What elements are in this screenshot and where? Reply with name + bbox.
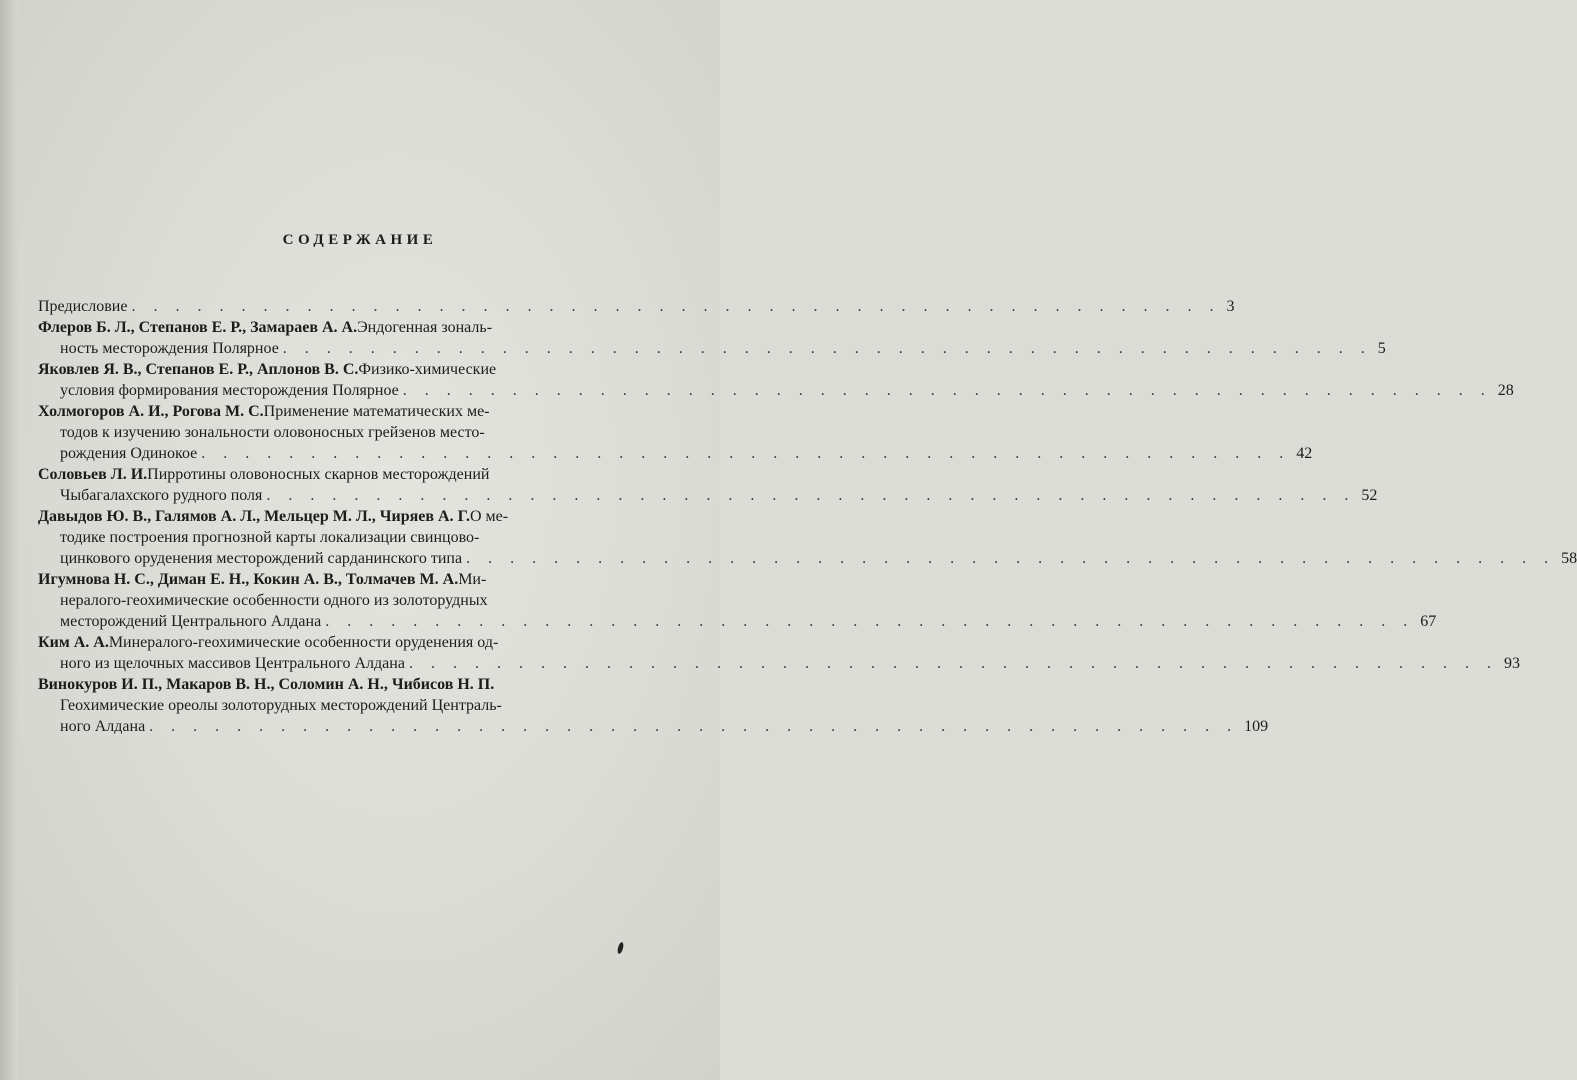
toc-entry bbox=[38, 632, 1520, 674]
toc-entry-line bbox=[38, 380, 1514, 401]
toc-entry-line bbox=[38, 569, 650, 590]
entry-authors: Флеров Б. Л., Степанов Е. Р., Замараев А. А. bbox=[38, 319, 358, 336]
entry-title-text: Предисловие bbox=[38, 298, 128, 315]
toc-entry bbox=[38, 464, 1378, 506]
toc-entry bbox=[38, 359, 1514, 401]
toc-entry-line bbox=[38, 527, 650, 548]
entry-title-text: Физико-химические bbox=[358, 361, 497, 378]
toc-entry bbox=[38, 296, 1235, 317]
toc-entry bbox=[38, 569, 1437, 632]
dot-leader: . . . . . . . . . . . . . . . . . . . . . . . . . . . . . . . . . . . . . . . . . . . . . . . . . . bbox=[266, 487, 1356, 504]
page-edge-shadow bbox=[0, 0, 18, 1080]
entry-page-number: 28 bbox=[1497, 382, 1514, 399]
entry-authors: Яковлев Я. В., Степанов Е. Р., Аплонов В. С. bbox=[38, 361, 359, 378]
toc-entry-line bbox=[38, 674, 650, 695]
toc-entry-line bbox=[38, 506, 650, 527]
dot-leader: . . . . . . . . . . . . . . . . . . . . . . . . . . . . . . . . . . . . . . . . . . . . . . . . . . bbox=[149, 718, 1239, 735]
toc-entry-line bbox=[38, 716, 1269, 737]
entry-authors: Винокуров И. П., Макаров В. Н., Соломин А. Н., Чибисов Н. П. bbox=[38, 676, 495, 693]
toc-entry-line bbox=[38, 317, 650, 338]
entry-title-text: Эндогенная зональ- bbox=[357, 319, 493, 336]
toc-entry bbox=[38, 674, 1269, 737]
toc-entry bbox=[38, 317, 1386, 359]
entry-title-text: нералого-геохимические особенности одного из золоторудных bbox=[60, 592, 488, 609]
entry-title-text: тодов к изучению зональности оловоносных грейзенов место- bbox=[60, 424, 485, 441]
toc-entry bbox=[38, 506, 1577, 569]
dot-leader: . . . . . . . . . . . . . . . . . . . . . . . . . . . . . . . . . . . . . . . . . . . . . . . . . . bbox=[402, 382, 1492, 399]
toc-entry-line bbox=[38, 695, 650, 716]
toc-entry-line bbox=[38, 401, 650, 422]
dot-leader: . . . . . . . . . . . . . . . . . . . . . . . . . . . . . . . . . . . . . . . . . . . . . . . . . . bbox=[325, 613, 1415, 630]
dot-leader: . . . . . . . . . . . . . . . . . . . . . . . . . . . . . . . . . . . . . . . . . . . . . . . . . . bbox=[131, 298, 1221, 315]
entry-title-text: месторождений Центрального Алдана bbox=[60, 613, 322, 630]
entry-page-number: 42 bbox=[1296, 445, 1313, 462]
ink-spot bbox=[617, 942, 625, 955]
entry-authors: Холмогоров А. И., Рогова М. С. bbox=[38, 403, 264, 420]
toc-entry-line bbox=[38, 443, 1313, 464]
entry-title-text: цинкового оруденения месторождений сарданинского типа bbox=[60, 550, 463, 567]
dot-leader: . . . . . . . . . . . . . . . . . . . . . . . . . . . . . . . . . . . . . . . . . . . . . . . . . . bbox=[466, 550, 1556, 567]
entry-title-text: Пирротины оловоносных скарнов месторождений bbox=[147, 466, 490, 483]
entry-title-text: условия формирования месторождения Полярное bbox=[60, 382, 399, 399]
entry-page-number: 58 bbox=[1561, 550, 1577, 567]
entry-title-text: Чыбагалахского рудного поля bbox=[60, 487, 263, 504]
entry-authors: Ким А. А. bbox=[38, 634, 109, 651]
entry-title-text: ного Алдана bbox=[60, 718, 146, 735]
dot-leader: . . . . . . . . . . . . . . . . . . . . . . . . . . . . . . . . . . . . . . . . . . . . . . . . . . bbox=[201, 445, 1291, 462]
table-of-contents bbox=[38, 296, 1577, 737]
toc-entry-line bbox=[38, 464, 650, 485]
entry-page-number: 93 bbox=[1503, 655, 1520, 672]
entry-authors: Давыдов Ю. В., Галямов А. Л., Мельцер М. Л., Чиряев А. Г. bbox=[38, 508, 470, 525]
entry-title-text: ного из щелочных массивов Центрального Алдана bbox=[60, 655, 405, 672]
page-title: СОДЕРЖАНИЕ bbox=[282, 232, 438, 248]
entry-authors: Соловьев Л. И. bbox=[38, 466, 148, 483]
entry-title-text: Применение математических ме- bbox=[263, 403, 490, 420]
toc-entry-line bbox=[38, 590, 650, 611]
dot-leader: . . . . . . . . . . . . . . . . . . . . . . . . . . . . . . . . . . . . . . . . . . . . . . . . . . bbox=[408, 655, 1498, 672]
toc-entry-line bbox=[38, 548, 1577, 569]
entry-page-number: 67 bbox=[1420, 613, 1437, 630]
entry-page-number: 5 bbox=[1377, 340, 1386, 357]
toc-entry bbox=[38, 401, 1313, 464]
entry-title-text: Ми- bbox=[458, 571, 487, 588]
toc-entry-line bbox=[38, 296, 1235, 317]
entry-page-number: 109 bbox=[1244, 718, 1269, 735]
dot-leader: . . . . . . . . . . . . . . . . . . . . . . . . . . . . . . . . . . . . . . . . . . . . . . . . . . bbox=[282, 340, 1372, 357]
toc-entry-line bbox=[38, 422, 650, 443]
toc-entry-line bbox=[38, 485, 1378, 506]
toc-entry-line bbox=[38, 359, 650, 380]
toc-entry-line bbox=[38, 632, 650, 653]
entry-title-text: О ме- bbox=[469, 508, 509, 525]
toc-entry-line bbox=[38, 611, 1437, 632]
entry-title-text: рождения Одинокое bbox=[60, 445, 198, 462]
entry-title-text: Геохимические ореолы золоторудных месторождений Централь- bbox=[60, 697, 502, 714]
entry-authors: Игумнова Н. С., Диман Е. Н., Кокин А. В., Толмачев М. А. bbox=[38, 571, 459, 588]
entry-title-text: ность месторождения Полярное bbox=[60, 340, 279, 357]
toc-entry-line bbox=[38, 338, 1386, 359]
entry-title-text: Минералого-геохимические особенности оруденения од- bbox=[108, 634, 499, 651]
entry-title-text: тодике построения прогнозной карты локализации свинцово- bbox=[60, 529, 480, 546]
entry-page-number: 3 bbox=[1226, 298, 1235, 315]
entry-page-number: 52 bbox=[1361, 487, 1378, 504]
toc-entry-line bbox=[38, 653, 1520, 674]
